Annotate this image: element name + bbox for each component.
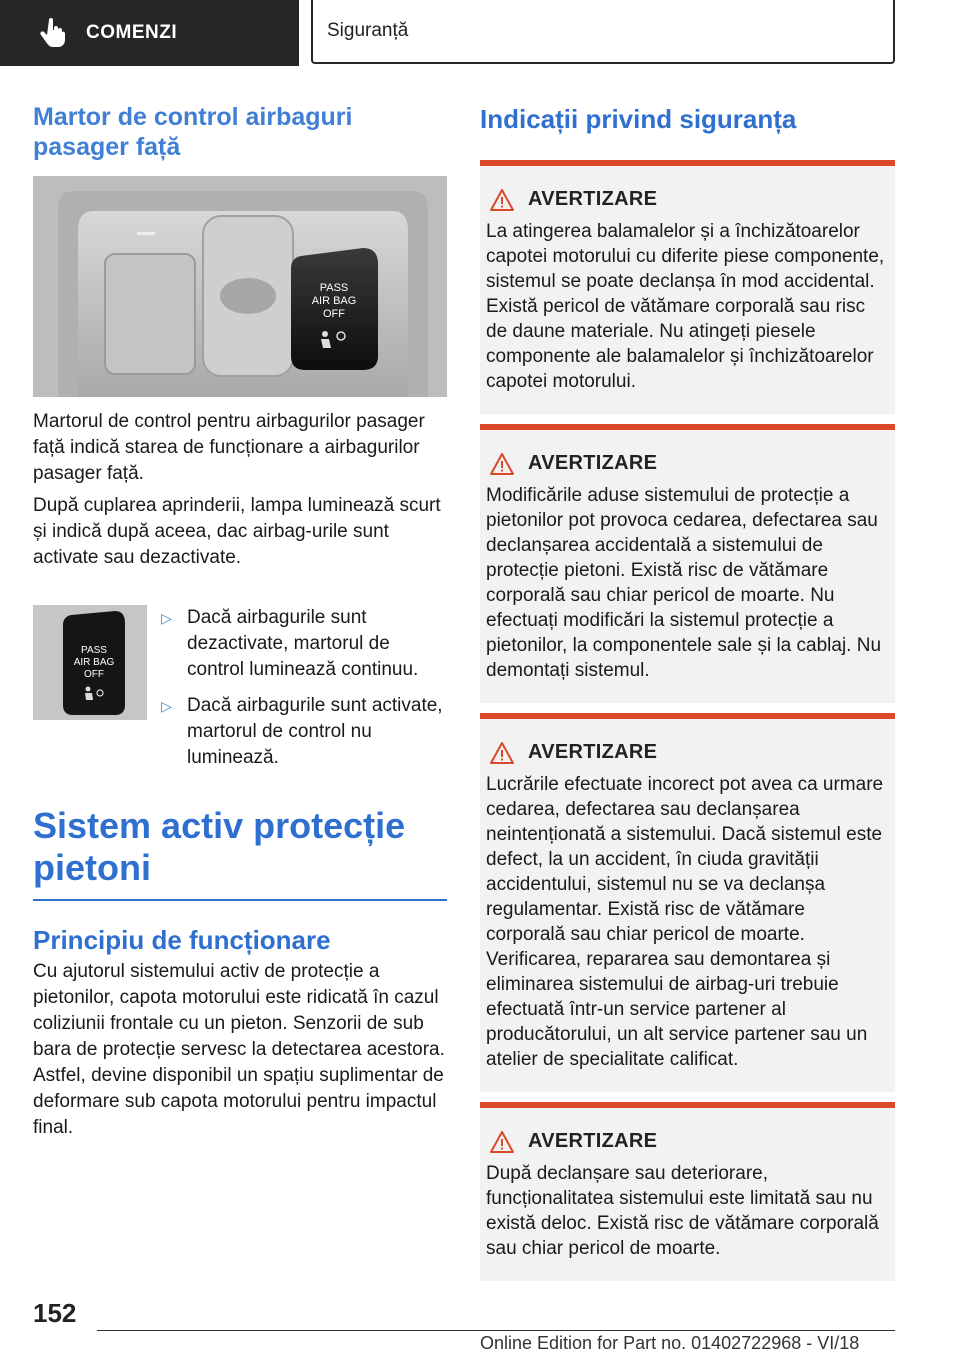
- airbag-off-illustration: [33, 605, 147, 720]
- warning-box: [480, 160, 895, 414]
- warning-title: AVERTIZARE: [528, 188, 658, 210]
- small-photo-label-pass: PASS: [81, 645, 107, 656]
- airbag-panel-illustration: [33, 176, 447, 397]
- heading-divider: [33, 899, 447, 901]
- airbag-para-2: După cuplarea aprinderii, lampa luminează scurt și indică după aceea, dac airbag-urile sunt activate sau dezactivate.: [33, 495, 441, 568]
- list-item: [161, 693, 447, 771]
- edition-note: Online Edition for Part no. 01402722968 - VI/18: [480, 1333, 860, 1353]
- principle-heading: Principiu de funcționare: [33, 925, 331, 955]
- warning-title: AVERTIZARE: [528, 1130, 658, 1152]
- page-number: 152: [33, 1298, 77, 1328]
- warning-box: [480, 1102, 895, 1281]
- warning-box: [480, 713, 895, 1092]
- principle-text: Cu ajutorul sistemului activ de protecție a pietonilor, capota motorului este ridicată în cazul coliziunii frontale cu un pieton. Senzorii de sub bara de protecție servesc la detectarea acestora. Astfel, devine disponibil un spațiu suplimentar de deformare sub capota motorului pentru impactul final.: [33, 961, 445, 1138]
- photo-label-airbag: AIR BAG: [311, 295, 357, 307]
- airbag-para-1: Martorul de control pentru airbagurilor pasager față indică starea de funcționare a airbagurilor pasager față.: [33, 411, 425, 484]
- right-column: [480, 102, 895, 1281]
- bullet-triangle-icon: ▷: [161, 698, 172, 714]
- warning-triangle-icon: [490, 1131, 514, 1153]
- warning-text: Lucrările efectuate incorect pot avea ca urmare cedarea, defectarea sau declanșarea neintenționată a sistemului. Dacă sistemul este defect, la un accident, în ciuda gravității accidentului, sistemul nu se va declanșa regulamentar. Există risc de vătămare corporală sau chiar pericol de moarte. Verificarea, repararea sau demontarea și eliminarea sistemului de airbag-uri trebuie efectuată într-un service partener al producătorului, un alt service partener sau un atelier de specialitate calificat.: [486, 774, 884, 1070]
- warning-title: AVERTIZARE: [528, 452, 658, 474]
- chapter-tab[interactable]: [0, 0, 299, 66]
- airbag-control-photo: [33, 176, 447, 397]
- warning-title: AVERTIZARE: [528, 741, 658, 763]
- page-header: [0, 0, 960, 66]
- left-column: [33, 102, 447, 1141]
- bullet-text: Dacă airbagurile sunt activate, martorul de control nu luminează.: [187, 695, 443, 768]
- warning-text: Modificările aduse sistemului de protecție a pietonilor pot provoca cedarea, defectarea sau declanșarea accidentală a sistemului de protecție pietoni. Există risc de vătămare corporală sau chiar pericol de moarte. Nu efectuați modificări la sistemul protecție a pietonilor, la componentele sale și la cablaj. Nu demontați sistemul.: [486, 485, 882, 681]
- warning-header: [486, 452, 887, 475]
- bullet-triangle-icon: ▷: [161, 610, 172, 626]
- warning-header: [486, 1130, 887, 1153]
- footer-divider: [97, 1330, 895, 1331]
- airbag-status-block: [33, 605, 447, 781]
- small-photo-label-airbag: AIR BAG: [73, 657, 115, 668]
- warning-text: După declanșare sau deteriorare, funcționalitatea sistemului este limitată sau nu există deloc. Există risc de vătămare corporală sau chiar pericol de moarte.: [486, 1163, 879, 1259]
- warning-triangle-icon: [490, 742, 514, 764]
- warning-header: [486, 188, 887, 211]
- warning-text: La atingerea balamalelor și a închizătoarelor capotei motorului cu diferite piese componente, sistemul se poate declanșa în mod accidental. Există pericol de vătămare corporală sau risc de daune materiale. Nu atingeți piesele componente ale balamalelor și închizătoarelor capotei motorului.: [486, 221, 885, 392]
- safety-heading: Indicații privind siguranța: [480, 104, 797, 134]
- hand-pointer-icon: [40, 18, 66, 48]
- warning-box: [480, 424, 895, 703]
- section-title: Siguranță: [311, 0, 895, 64]
- warning-triangle-icon: [490, 453, 514, 475]
- small-photo-label-off: OFF: [84, 669, 104, 680]
- airbag-status-list: [161, 605, 447, 781]
- system-heading: Sistem activ protecție pietoni: [33, 805, 406, 888]
- warning-triangle-icon: [490, 189, 514, 211]
- list-item: [161, 605, 447, 683]
- bullet-text: Dacă airbagurile sunt dezactivate, martorul de control luminează continuu.: [187, 607, 419, 680]
- photo-label-pass: PASS: [319, 282, 349, 294]
- photo-label-off: OFF: [323, 308, 345, 320]
- warning-header: [486, 741, 887, 764]
- airbag-off-button-photo: [33, 605, 147, 720]
- airbag-indicator-heading: Martor de control airbaguri pasager față: [33, 103, 353, 161]
- chapter-label: COMENZI: [86, 22, 178, 43]
